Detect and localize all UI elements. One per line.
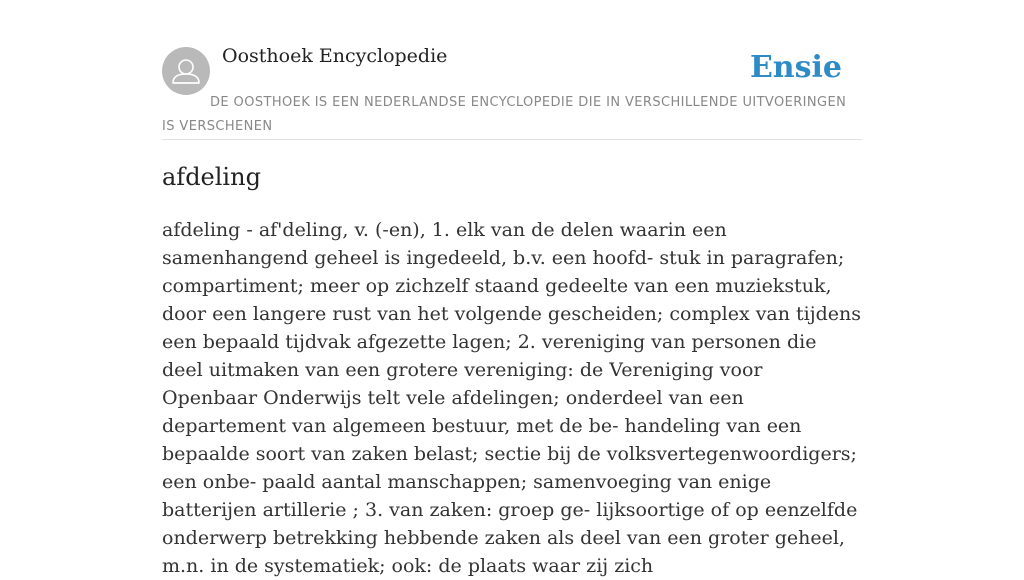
site-tagline: DE OOSTHOEK IS EEN NEDERLANDSE ENCYCLOPEDIE DIE IN VERSCHILLENDE UITVOERINGEN IS VERSCHENEN — [162, 95, 847, 134]
user-avatar-icon[interactable] — [162, 47, 210, 95]
entry-body: afdeling - af'deling, v. (-en), 1. elk van de delen waarin een samenhangend geheel is ingedeeld, b.v. een hoofd- stuk in paragrafen; compartiment; meer op zichzelf staand gedeelte van een muziekstuk, door een langere rust van het volgende gescheiden; complex van tijdens een bepaald tijdvak afgezette lagen; 2. vereniging van personen die deel uitmaken van een grotere vereniging: de Vereniging voor Openbaar Onderwijs telt vele afdelingen; onderdeel van een departement van algemeen bestuur, met de be- handeling van een bepaalde soort van zaken belast; sectie bij de volksvertegenwoordigers; een onbe- paald aantal manschappen; samenvoeging van enige batterijen artillerie ; 3. van zaken: groep ge- lijksoortige of op eenzelfde onderwerp betrekking hebbende zaken als deel van een groter geheel, m.n. in de systematiek; ook: de plaats waar zij zich — [162, 219, 862, 577]
site-name[interactable]: Oosthoek Encyclopedie — [222, 45, 448, 67]
brand-logo[interactable]: Ensie — [749, 50, 842, 85]
header-divider — [162, 139, 862, 140]
entry-title: afdeling — [162, 163, 261, 191]
